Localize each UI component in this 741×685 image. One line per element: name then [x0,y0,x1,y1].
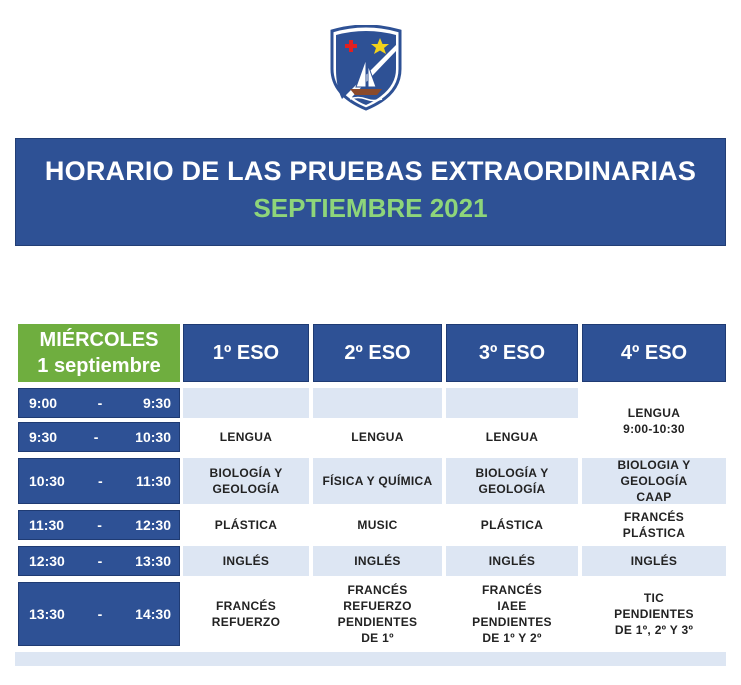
empty-cell [313,388,442,418]
subject-cell-merged: LENGUA 9:00-10:30 [582,388,726,454]
time-slot [18,546,180,576]
empty-cell [446,388,578,418]
empty-cell [183,388,309,418]
time-start: 9:30 [29,429,58,445]
time-separator: - [98,473,103,489]
column-header-3eso: 3º ESO [446,324,578,382]
time-slot [18,582,180,646]
page-title: HORARIO DE LAS PRUEBAS EXTRAORDINARIAS [44,156,697,186]
time-end: 9:30 [142,395,171,411]
subject-cell: PLÁSTICA [214,518,278,532]
time-start: 11:30 [29,517,65,533]
day-name: MIÉRCOLES [39,329,159,351]
subject-cell: LENGUA [485,430,539,444]
subject-cell: FRANCÉS IAEE PENDIENTES DE 1º Y 2º [472,583,552,645]
school-crest-icon [328,25,404,111]
time-end: 10:30 [135,429,171,445]
time-separator: - [97,395,103,411]
subject-cell: BIOLOGIA Y GEOLOGÍA CAAP [582,458,726,504]
subject-cell: INGLÉS [313,546,442,576]
table-footer-bar [15,652,726,666]
time-separator: - [97,553,103,569]
subject-cell: INGLÉS [446,546,578,576]
day-header [18,324,180,382]
subject-cell: FRANCÉS REFUERZO PENDIENTES DE 1º [337,583,418,645]
time-end: 11:30 [135,473,171,489]
time-slot [18,510,180,540]
subject-cell: FÍSICA Y QUÍMICA [313,458,442,504]
time-start: 9:00 [29,395,58,411]
subject-cell: PLÁSTICA [480,518,544,532]
time-end: 12:30 [135,517,171,533]
subject-cell: FRANCÉS REFUERZO [211,599,281,629]
time-end: 14:30 [135,606,171,622]
time-start: 12:30 [29,553,65,569]
time-separator: - [97,606,103,622]
subject-cell: MUSIC [357,518,398,532]
subject-cell: TIC PENDIENTES DE 1º, 2º Y 3º [614,591,694,637]
title-banner [15,138,726,246]
time-slot [18,388,180,418]
time-slot [18,422,180,452]
subject-cell: INGLÉS [582,546,726,576]
time-slot [18,458,180,504]
subject-cell: BIOLOGÍA Y GEOLOGÍA [183,458,309,504]
day-date: 1 septiembre [37,355,161,377]
column-header-1eso: 1º ESO [183,324,309,382]
time-separator: - [97,517,102,533]
subject-cell: INGLÉS [183,546,309,576]
time-separator: - [93,429,99,445]
time-end: 13:30 [135,553,171,569]
column-header-4eso: 4º ESO [582,324,726,382]
time-start: 10:30 [29,473,65,489]
page-subtitle: SEPTIEMBRE 2021 [253,193,488,223]
subject-cell: LENGUA [219,430,273,444]
subject-cell: FRANCÉS PLÁSTICA [622,510,686,540]
subject-cell: LENGUA [351,430,404,444]
subject-cell: BIOLOGÍA Y GEOLOGÍA [446,458,578,504]
column-header-2eso: 2º ESO [313,324,442,382]
time-start: 13:30 [29,606,65,622]
